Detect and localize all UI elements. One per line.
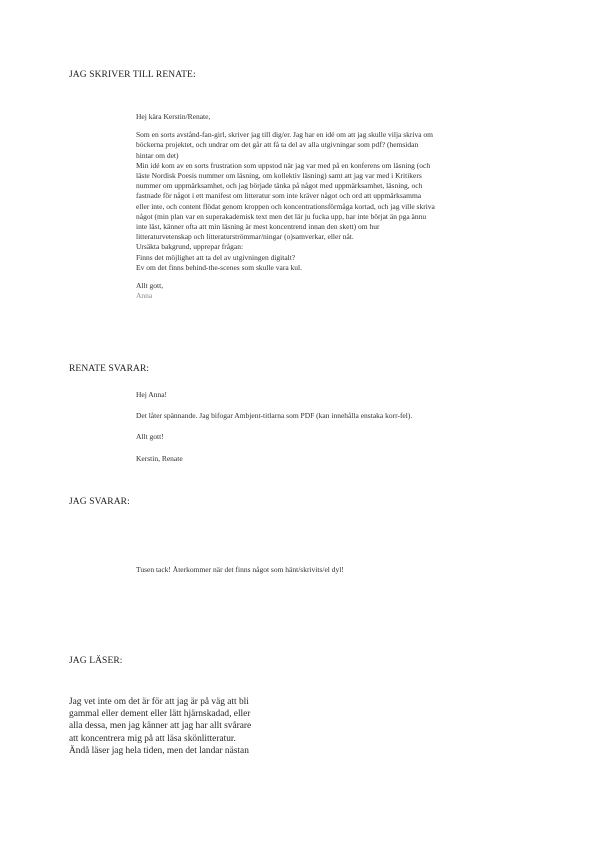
letter-signoff: Allt gott, bbox=[136, 281, 164, 291]
letter-line: hintar om det) bbox=[136, 150, 179, 160]
letter-to-renate bbox=[136, 112, 516, 301]
reply-greeting: Hej Anna! bbox=[136, 390, 168, 399]
letter-line: något (min plan var en superakademisk text men det lär ju fucka upp, har inte börjat än pga ännu bbox=[136, 211, 427, 221]
letter-from-renate bbox=[136, 390, 516, 464]
letter-line: läste Nordisk Poesis nummer om läsning, om kollektiv läsning) samt att jag var med i Kritikers bbox=[136, 171, 422, 181]
letter-greeting: Hej kära Kerstin/Renate, bbox=[136, 112, 211, 121]
reply-body: Det låter spännande. Jag bifogar Ambjent-titlarna som PDF (kan innehålla enstaka korr-fel). bbox=[136, 411, 413, 421]
reply-signoff: Allt gott! bbox=[136, 432, 164, 442]
letter-line: inte läst, känner ofta att min läsning är mest koncentrend innan den skett) om hur bbox=[136, 222, 380, 232]
reply-signature: Kerstin, Renate bbox=[136, 453, 183, 463]
my-reply-body: Tusen tack! Återkommer när det finns något som hänt/skrivits/el dyl! bbox=[136, 565, 344, 574]
letter-line: Finns det möjlighet att ta del av utgivningen digitalt? bbox=[136, 252, 296, 262]
section-heading-renate-svarar: RENATE SVARAR: bbox=[69, 364, 150, 374]
letter-line: nummer om uppmärksamhet, och jag började tänka på något med uppmärksamhet, läsning, och bbox=[136, 181, 423, 191]
section-heading-jag-svarar: JAG SVARAR: bbox=[69, 497, 130, 507]
letter-line: Ev om det finns behind-the-scenes som skulle vara kul. bbox=[136, 262, 303, 272]
letter-line: litteraturvetenskap och litteraturströmmar/ningar (o)samverkar, eller nåt. bbox=[136, 232, 354, 242]
letter-line: Som en sorts avstånd-fan-girl, skriver jag till dig/er. Jag har en idé om att jag skulle vilja skriva om bbox=[136, 130, 434, 140]
section-heading-jag-laser: JAG LÄSER: bbox=[69, 656, 123, 666]
letter-line: Min idé kom av en sorts frustration som uppstod när jag var med på en konferens om läsning (och bbox=[136, 160, 431, 170]
section-heading-jag-skriver: JAG SKRIVER TILL RENATE: bbox=[69, 70, 196, 80]
reading-line: gammal eller dement eller lätt hjärnskadad, eller bbox=[69, 709, 251, 720]
reading-line: att koncentrera mig på att läsa skönlitteratur. bbox=[69, 733, 236, 744]
letter-line: Ursäkta bakgrund, upprepar frågan: bbox=[136, 242, 244, 252]
letter-line: böckerna projektet, och undrar om det går att få ta del av alla utgivningar som pdf? (hemsidan bbox=[136, 140, 419, 150]
letter-signature: Anna bbox=[136, 291, 153, 301]
reading-line: Ändå läser jag hela tiden, men det landar nästan bbox=[69, 745, 249, 756]
reading-line: Jag vet inte om det är för att jag är på väg att bli bbox=[69, 697, 249, 707]
letter-line: eller inte, och content flödat genom kroppen och koncentrationsförmåga kortad, och jag ville skriva bbox=[136, 201, 435, 211]
reading-line: alla dessa, men jag känner att jag har allt svårare bbox=[69, 721, 252, 732]
my-reply bbox=[136, 565, 516, 575]
reading-text bbox=[69, 696, 329, 757]
letter-line: fastnade för något i ett manifest om litteratur som inte kräver något och ord att uppmärksamma bbox=[136, 191, 422, 201]
